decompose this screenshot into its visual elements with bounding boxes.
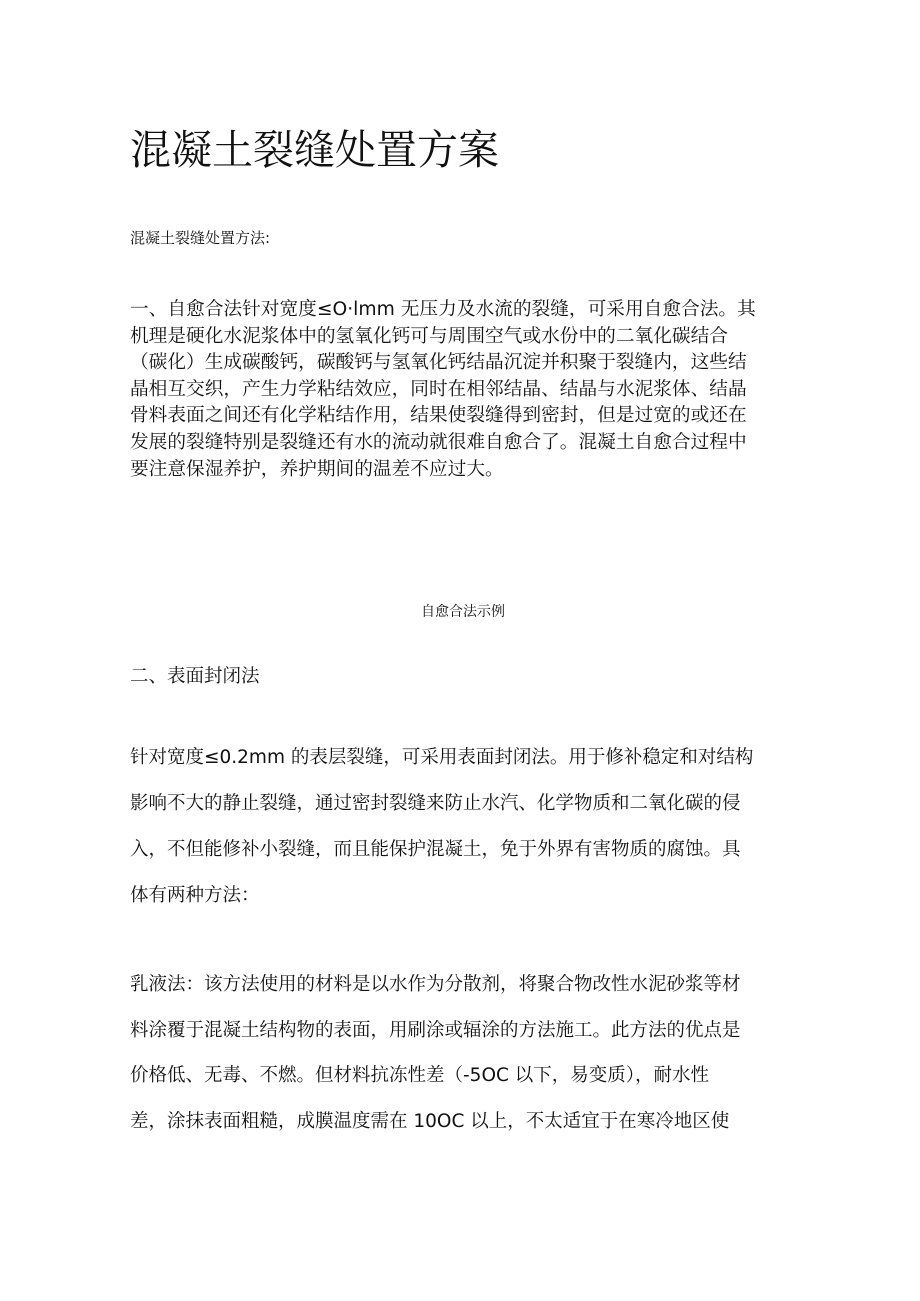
document-title: 混凝土裂缝处置方案 <box>130 126 499 174</box>
document-subtitle: 混凝土裂缝处置方法: <box>130 229 271 247</box>
paragraph-line: 价格低、无毒、不燃。但材料抗冻性差（-5OC 以下，易变质），耐水性 <box>130 1065 710 1086</box>
section-self-healing-paragraph <box>130 297 802 483</box>
paragraph-line: 骨料表面之间还有化学粘结作用，结果使裂缝得到密封，但是过宽的或还在 <box>130 405 747 427</box>
paragraph-line: 入，不但能修补小裂缝，而且能保护混凝土，免于外界有害物质的腐蚀。具 <box>130 839 741 860</box>
paragraph-line: 针对宽度≤0.2mm 的表层裂缝，可采用表面封闭法。用于修补稳定和对结构 <box>130 747 754 768</box>
paragraph-line: 要注意保湿养护，养护期间的温差不应过大。 <box>130 458 504 480</box>
paragraph-line: 差，涂抹表面粗糙，成膜温度需在 10OC 以上，不太适宜于在寒冷地区使 <box>130 1110 730 1132</box>
section-surface-sealing-paragraph <box>130 735 802 919</box>
paragraph-line: 乳液法：该方法使用的材料是以水作为分散剂，将聚合物改性水泥砂浆等材 <box>130 974 741 995</box>
paragraph-line: 发展的裂缝特别是裂缝还有水的流动就很难自愈合了。混凝土自愈合过程中 <box>130 431 747 453</box>
paragraph-line: （碳化）生成碳酸钙，碳酸钙与氢氧化钙结晶沉淀并积聚于裂缝内，这些结 <box>130 352 747 374</box>
paragraph-line: 影响不大的静止裂缝，通过密封裂缝来防止水汽、化学物质和二氧化碳的侵 <box>130 793 741 814</box>
paragraph-line: 一、自愈合法针对宽度≤O·lmm 无压力及水流的裂缝，可采用自愈合法。其 <box>130 299 756 320</box>
emulsion-method-paragraph <box>130 962 802 1144</box>
figure-caption: 自愈合法示例 <box>421 604 505 620</box>
paragraph-line: 晶相互交织，产生力学粘结效应，同时在相邻结晶、结晶与水泥浆体、结晶 <box>130 378 747 400</box>
paragraph-line: 体有两种方法： <box>130 885 260 906</box>
paragraph-line: 机理是硬化水泥浆体中的氢氧化钙可与周围空气或水份中的二氧化碳结合 <box>130 325 728 347</box>
paragraph-line: 料涂覆于混凝土结构物的表面，用刷涂或辐涂的方法施工。此方法的优点是 <box>130 1019 741 1041</box>
section-surface-sealing-heading: 二、表面封闭法 <box>130 666 260 687</box>
